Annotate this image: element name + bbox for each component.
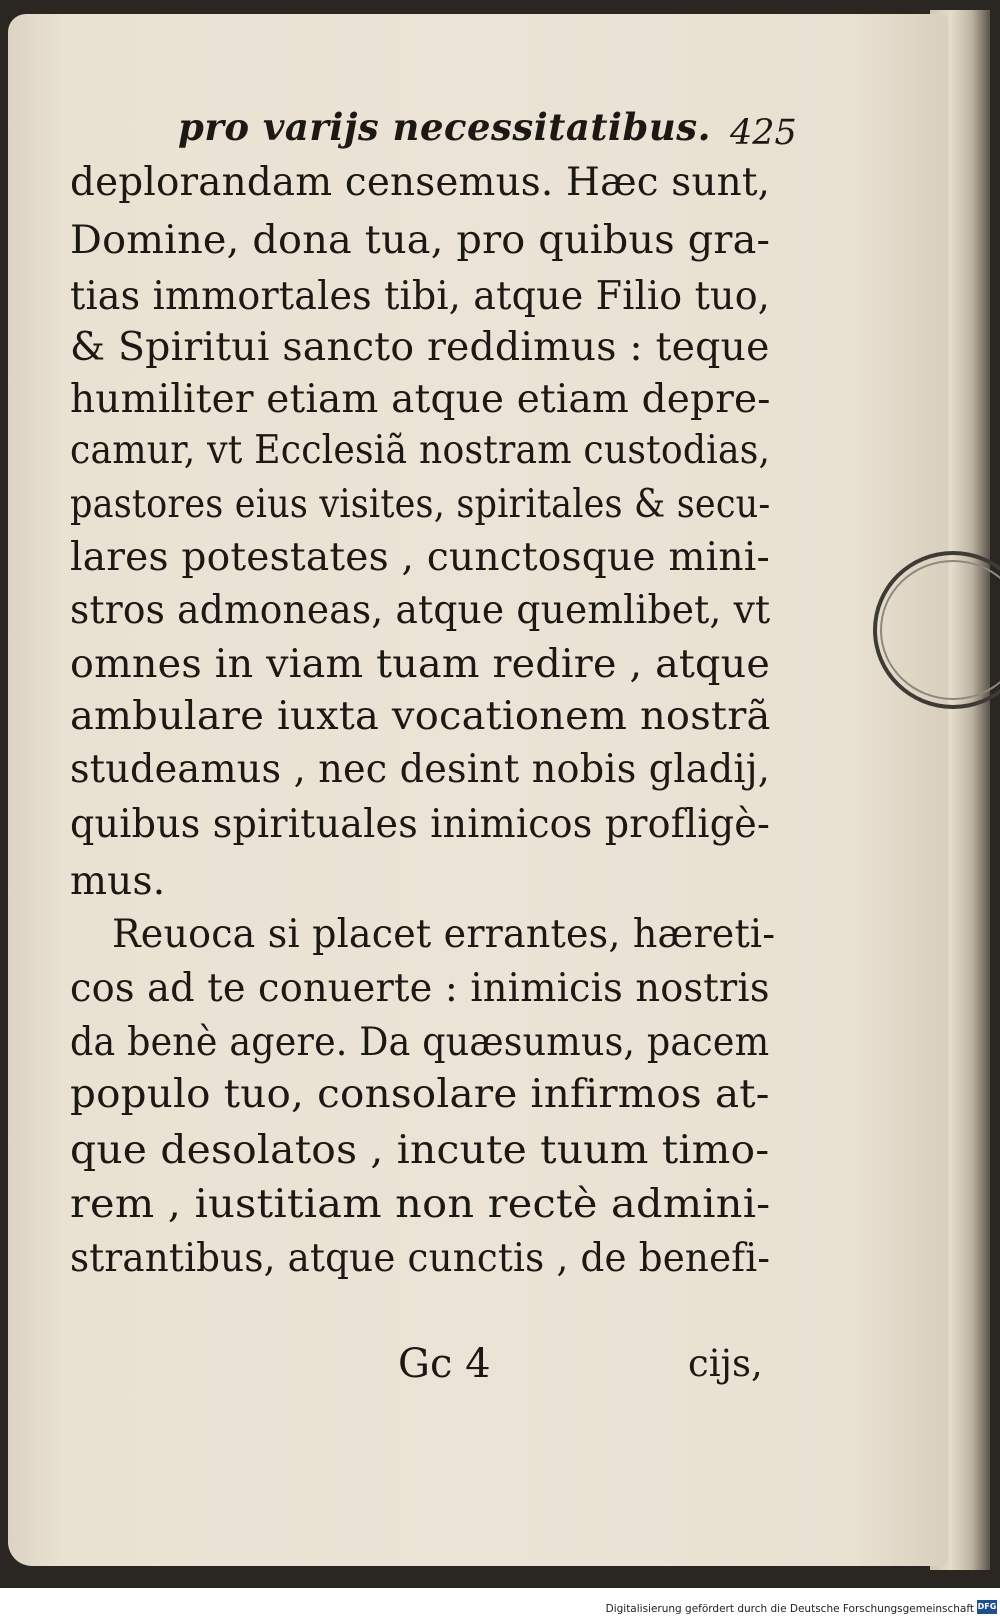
text-line: studeamus , nec desint nobis gladij,	[70, 747, 771, 792]
page-number: 425	[730, 113, 797, 153]
text-line: ambulare iuxta vocationem nostrã	[70, 694, 771, 739]
text-line: que desolatos , incute tuum timo-	[70, 1128, 770, 1173]
text-line: Reuoca si placet errantes, hæreti-	[112, 912, 776, 957]
text-line: camur, vt Ecclesiã nostram custodias,	[70, 428, 771, 473]
text-line: da benè agere. Da quæsumus, pacem	[70, 1020, 770, 1065]
catchword: cijs,	[688, 1342, 763, 1385]
text-line: & Spiritui sancto reddimus : teque	[70, 325, 770, 370]
running-head: pro varijs necessitatibus.	[178, 105, 711, 149]
text-line: tias immortales tibi, atque Filio tuo,	[70, 274, 771, 319]
text-line: omnes in viam tuam redire , atque	[70, 642, 771, 687]
digitization-credit: Digitalisierung gefördert durch die Deutsche Forschungsgemeinschaft	[605, 1603, 974, 1615]
text-line: strantibus, atque cunctis , de benefi-	[70, 1236, 771, 1281]
text-line: Domine, dona tua, pro quibus gra-	[70, 218, 771, 263]
text-line: stros admoneas, atque quemlibet, vt	[70, 588, 771, 633]
text-line: humiliter etiam atque etiam depre-	[70, 377, 771, 422]
text-line: pastores eius visites, spiritales & secu-	[70, 482, 771, 527]
text-line: deplorandam censemus. Hæc sunt,	[70, 160, 771, 205]
text-line: rem , iustitiam non rectè admini-	[70, 1182, 771, 1227]
text-line: lares potestates , cunctosque mini-	[70, 535, 770, 580]
text-line: populo tuo, consolare infirmos at-	[70, 1072, 770, 1117]
text-line: mus.	[70, 859, 166, 904]
text-line: quibus spirituales inimicos profligè-	[70, 802, 771, 847]
dfg-logo-icon: DFG	[977, 1600, 997, 1614]
text-line: cos ad te conuerte : inimicis nostris	[70, 966, 770, 1011]
signature-mark: Gc 4	[398, 1341, 491, 1387]
